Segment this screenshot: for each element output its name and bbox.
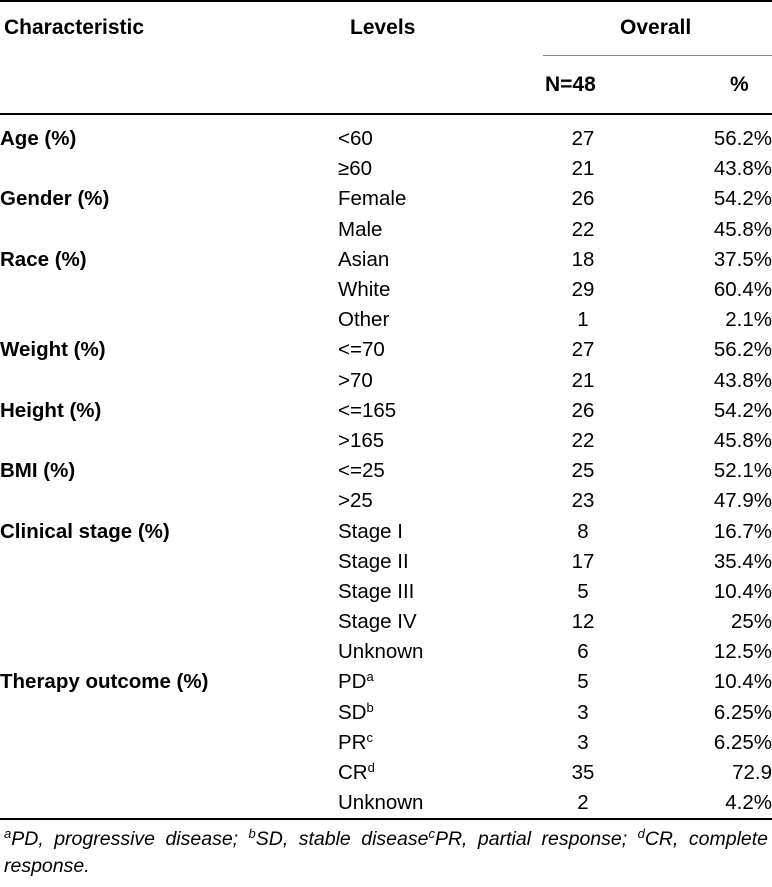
cell-count: 12 <box>571 610 595 634</box>
cell-characteristic <box>0 366 338 396</box>
footnote-marker: b <box>248 826 256 841</box>
table-body <box>0 124 772 818</box>
cell-count: 27 <box>571 127 595 151</box>
cell-count: 6 <box>577 640 589 664</box>
cell-count: 22 <box>571 428 595 452</box>
table-row <box>0 124 772 154</box>
level-text: >165 <box>338 428 385 452</box>
header-rule <box>0 113 772 115</box>
cell-characteristic <box>0 426 338 456</box>
table-row <box>0 486 772 516</box>
cell-level <box>338 366 528 396</box>
cell-characteristic <box>0 154 338 184</box>
level-text: Unknown <box>338 640 424 664</box>
cell-characteristic: Race (%) <box>0 247 87 271</box>
level-text: White <box>338 278 391 302</box>
footnote-text: CR, complete response. <box>4 828 769 877</box>
level-superscript: d <box>367 760 375 776</box>
cell-count: 26 <box>571 187 595 211</box>
cell-percent: 45.8% <box>713 428 772 452</box>
level-text: Stage III <box>338 579 415 603</box>
header-characteristic: Characteristic <box>4 16 145 39</box>
level-superscript: b <box>366 699 374 715</box>
cell-percent: 60.4% <box>713 278 772 302</box>
cell-count: 23 <box>571 489 595 513</box>
table-row <box>0 637 772 667</box>
cell-level <box>338 335 528 365</box>
cell-percent: 56.2% <box>713 338 772 362</box>
cell-characteristic: Gender (%) <box>0 187 110 211</box>
level-text: <60 <box>338 127 373 151</box>
cell-level <box>338 728 528 758</box>
level-text: >25 <box>338 489 373 513</box>
overall-subrule <box>543 55 772 56</box>
cell-count: 22 <box>571 217 595 241</box>
cell-level <box>338 698 528 728</box>
cell-characteristic: Clinical stage (%) <box>0 519 170 543</box>
footnote-text: PD, progressive disease; <box>11 828 249 850</box>
footnote-marker: d <box>637 826 645 841</box>
cell-count: 3 <box>577 730 589 754</box>
cell-count: 5 <box>577 670 589 694</box>
level-superscript: a <box>366 669 374 685</box>
table-row <box>0 547 772 577</box>
cell-percent: 37.5% <box>713 247 772 271</box>
table-row <box>0 366 772 396</box>
cell-characteristic <box>0 607 338 637</box>
cell-percent: 45.8% <box>713 217 772 241</box>
cell-characteristic <box>0 215 338 245</box>
cell-level <box>338 577 528 607</box>
cell-percent: 47.9% <box>713 489 772 513</box>
cell-characteristic <box>0 758 338 788</box>
cell-count: 2 <box>577 791 589 815</box>
cell-percent: 25% <box>730 610 772 634</box>
cell-characteristic <box>0 486 338 516</box>
cell-level <box>338 305 528 335</box>
cell-characteristic <box>0 577 338 607</box>
table-row <box>0 698 772 728</box>
table-footnote <box>4 826 768 880</box>
level-text: <=165 <box>338 398 397 422</box>
table-row <box>0 758 772 788</box>
cell-level <box>338 154 528 184</box>
cell-count: 17 <box>571 549 595 573</box>
table-row <box>0 335 772 365</box>
cell-count: 21 <box>571 368 595 392</box>
level-text: Unknown <box>338 791 424 815</box>
cell-percent: 4.2% <box>725 791 772 815</box>
cell-level <box>338 486 528 516</box>
cell-level <box>338 184 528 214</box>
cell-percent: 54.2% <box>713 398 772 422</box>
table-row <box>0 516 772 546</box>
cell-characteristic: BMI (%) <box>0 459 76 483</box>
level-text: Asian <box>338 247 390 271</box>
cell-percent: 12.5% <box>713 640 772 664</box>
cell-level <box>338 607 528 637</box>
level-text: Stage IV <box>338 610 417 634</box>
level-text: Male <box>338 217 383 241</box>
bottom-rule <box>0 818 772 820</box>
cell-percent: 56.2% <box>713 127 772 151</box>
cell-level <box>338 124 528 154</box>
table-row <box>0 245 772 275</box>
cell-percent: 72.9 <box>732 761 772 785</box>
cell-percent: 54.2% <box>713 187 772 211</box>
cell-percent: 43.8% <box>713 157 772 181</box>
table-row <box>0 426 772 456</box>
cell-percent: 2.1% <box>725 308 772 332</box>
cell-count: 26 <box>571 398 595 422</box>
cell-characteristic: Age (%) <box>0 127 77 151</box>
cell-count: 21 <box>571 157 595 181</box>
cell-level <box>338 788 528 818</box>
footnote-text: PR, partial response; <box>434 828 638 850</box>
cell-percent: 10.4% <box>713 670 772 694</box>
table-row <box>0 215 772 245</box>
cell-percent: 16.7% <box>713 519 772 543</box>
cell-count: 8 <box>577 519 589 543</box>
cell-characteristic <box>0 728 338 758</box>
level-text: Other <box>338 308 390 332</box>
cell-level <box>338 245 528 275</box>
table-row <box>0 396 772 426</box>
table-row <box>0 275 772 305</box>
cell-characteristic: Weight (%) <box>0 338 106 362</box>
cell-characteristic: Therapy outcome (%) <box>0 670 209 694</box>
cell-level <box>338 667 528 697</box>
cell-count: 3 <box>577 700 589 724</box>
header-levels: Levels <box>350 16 416 39</box>
cell-percent: 43.8% <box>713 368 772 392</box>
level-text: CR <box>338 761 368 785</box>
cell-count: 5 <box>577 579 589 603</box>
level-text: >70 <box>338 368 373 392</box>
table-row <box>0 305 772 335</box>
cell-level <box>338 516 528 546</box>
level-superscript: c <box>366 729 373 745</box>
top-rule <box>0 0 772 2</box>
table-row <box>0 728 772 758</box>
footnote-marker: a <box>4 826 12 841</box>
header-percent: % <box>730 73 749 96</box>
footnote-text: SD, stable disease <box>255 828 429 850</box>
table-row <box>0 788 772 818</box>
cell-characteristic <box>0 698 338 728</box>
cell-count: 29 <box>571 278 595 302</box>
cell-characteristic <box>0 547 338 577</box>
table-row <box>0 577 772 607</box>
level-text: Stage II <box>338 549 409 573</box>
table-row <box>0 184 772 214</box>
cell-level <box>338 456 528 486</box>
cell-percent: 10.4% <box>713 579 772 603</box>
cell-percent: 35.4% <box>713 549 772 573</box>
footnote-marker: c <box>428 826 435 841</box>
header-n: N=48 <box>545 73 596 96</box>
cell-level <box>338 547 528 577</box>
cell-percent: 6.25% <box>713 730 772 754</box>
cell-characteristic <box>0 788 338 818</box>
cell-percent: 52.1% <box>713 459 772 483</box>
table-row <box>0 456 772 486</box>
cell-count: 18 <box>571 247 595 271</box>
level-text: PD <box>338 670 367 694</box>
cell-characteristic <box>0 305 338 335</box>
level-text: PR <box>338 730 367 754</box>
cell-level <box>338 215 528 245</box>
cell-characteristic: Height (%) <box>0 398 102 422</box>
level-text: <=70 <box>338 338 385 362</box>
level-text: <=25 <box>338 459 385 483</box>
cell-characteristic <box>0 275 338 305</box>
level-text: Female <box>338 187 407 211</box>
cell-count: 25 <box>571 459 595 483</box>
cell-count: 1 <box>577 308 589 332</box>
level-text: Stage I <box>338 519 403 543</box>
cell-count: 35 <box>571 761 595 785</box>
cell-level <box>338 396 528 426</box>
header-overall: Overall <box>620 16 692 39</box>
cell-level <box>338 758 528 788</box>
table-row <box>0 607 772 637</box>
table-row <box>0 154 772 184</box>
cell-characteristic <box>0 637 338 667</box>
cell-level <box>338 275 528 305</box>
cell-count: 27 <box>571 338 595 362</box>
cell-level <box>338 637 528 667</box>
level-text: ≥60 <box>338 157 373 181</box>
table-row <box>0 667 772 697</box>
level-text: SD <box>338 700 367 724</box>
cell-level <box>338 426 528 456</box>
cell-percent: 6.25% <box>713 700 772 724</box>
